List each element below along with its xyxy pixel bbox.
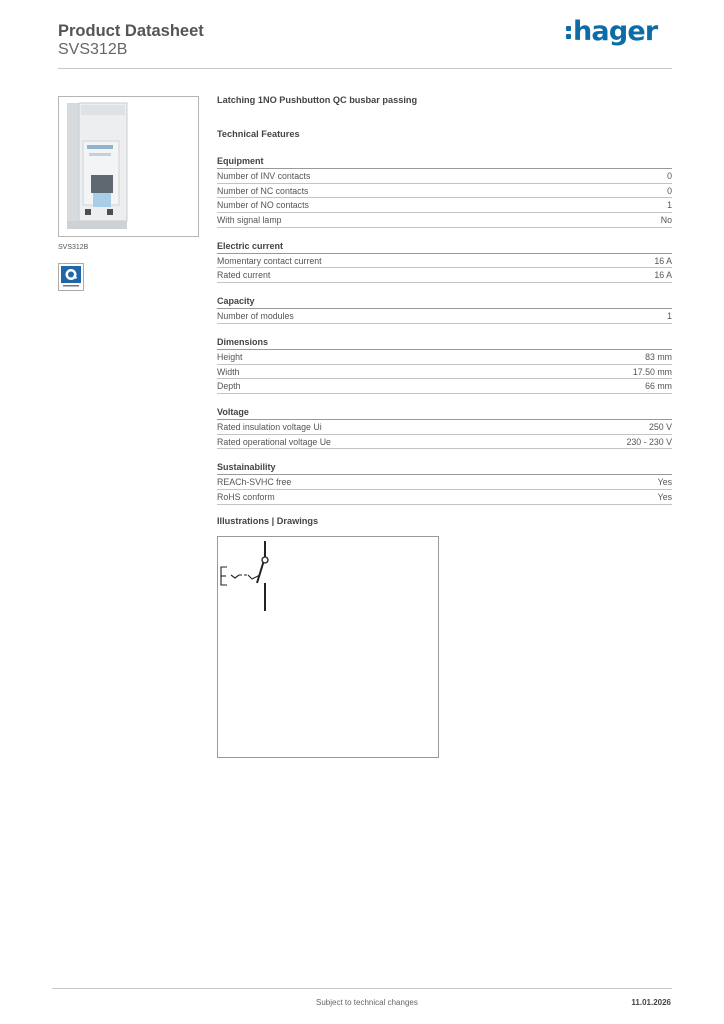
feature-group — [217, 405, 672, 449]
feature-label: Number of INV contacts — [217, 171, 311, 181]
feature-row — [217, 213, 672, 228]
product-image-frame — [58, 96, 199, 237]
feature-group — [217, 294, 672, 324]
logo-text: hager — [573, 16, 658, 47]
footer-date: 11.01.2026 — [631, 998, 671, 1007]
feature-group-title: Dimensions — [217, 335, 672, 350]
document-title: Product Datasheet — [58, 22, 204, 40]
feature-value: 0 — [667, 185, 672, 196]
feature-value: 16 A — [654, 255, 672, 266]
feature-value: 250 V — [649, 421, 672, 432]
pushbutton-symbol-drawing — [218, 537, 438, 757]
feature-value: 230 - 230 V — [626, 436, 672, 447]
feature-label: Rated current — [217, 270, 271, 281]
feature-row — [217, 365, 672, 380]
feature-row — [217, 379, 672, 394]
drawing-frame — [217, 536, 439, 758]
feature-value: 17.50 mm — [632, 366, 672, 377]
feature-group-title: Sustainability — [217, 460, 672, 475]
quality-label-icon — [58, 263, 84, 291]
feature-label: Number of modules — [217, 311, 294, 322]
feature-row — [217, 435, 672, 450]
technical-content — [217, 95, 672, 505]
feature-label: RoHS conform — [217, 491, 275, 502]
feature-group — [217, 154, 672, 228]
feature-row — [217, 490, 672, 505]
product-image-caption: SVS312B — [58, 244, 89, 251]
feature-label: Width — [217, 366, 240, 377]
illustrations-heading: Illustrations | Drawings — [217, 516, 319, 526]
feature-value: 16 A — [654, 270, 672, 281]
feature-row — [217, 350, 672, 365]
feature-value: 83 mm — [645, 351, 672, 362]
feature-value: 1 — [667, 311, 672, 322]
header-divider — [58, 68, 672, 69]
feature-group — [217, 460, 672, 504]
feature-row — [217, 309, 672, 324]
feature-row — [217, 268, 672, 283]
footer-note: Subject to technical changes — [316, 998, 418, 1007]
feature-label: Height — [217, 351, 243, 362]
feature-row — [217, 169, 672, 184]
feature-label: REACh-SVHC free — [217, 477, 292, 488]
feature-label: Momentary contact current — [217, 255, 322, 266]
product-code: SVS312B — [58, 41, 128, 58]
feature-group — [217, 335, 672, 394]
feature-group-title: Voltage — [217, 405, 672, 420]
feature-group-title: Equipment — [217, 154, 672, 169]
hager-logo — [566, 16, 657, 47]
feature-label: Number of NC contacts — [217, 185, 309, 196]
feature-label: Number of NO contacts — [217, 200, 309, 211]
feature-label: With signal lamp — [217, 215, 282, 226]
feature-value: No — [660, 215, 672, 226]
product-description: Latching 1NO Pushbutton QC busbar passing — [217, 95, 418, 105]
product-image — [59, 97, 198, 236]
feature-group-title: Capacity — [217, 294, 672, 309]
feature-value: Yes — [657, 491, 672, 502]
feature-value: 0 — [667, 171, 672, 181]
feature-label: Rated insulation voltage Ui — [217, 421, 322, 432]
feature-group — [217, 239, 672, 283]
page-header — [58, 22, 204, 59]
footer-divider — [52, 988, 672, 989]
feature-row — [217, 198, 672, 213]
feature-row — [217, 184, 672, 199]
feature-value: 66 mm — [645, 381, 672, 392]
feature-group-title: Electric current — [217, 239, 672, 254]
feature-groups — [217, 154, 672, 505]
feature-label: Rated operational voltage Ue — [217, 436, 331, 447]
feature-row — [217, 254, 672, 269]
logo-dots-icon — [566, 23, 572, 41]
feature-value: 1 — [667, 200, 672, 211]
feature-row — [217, 475, 672, 490]
feature-value: Yes — [657, 477, 672, 488]
feature-row — [217, 420, 672, 435]
technical-features-heading: Technical Features — [217, 129, 300, 139]
feature-label: Depth — [217, 381, 241, 392]
